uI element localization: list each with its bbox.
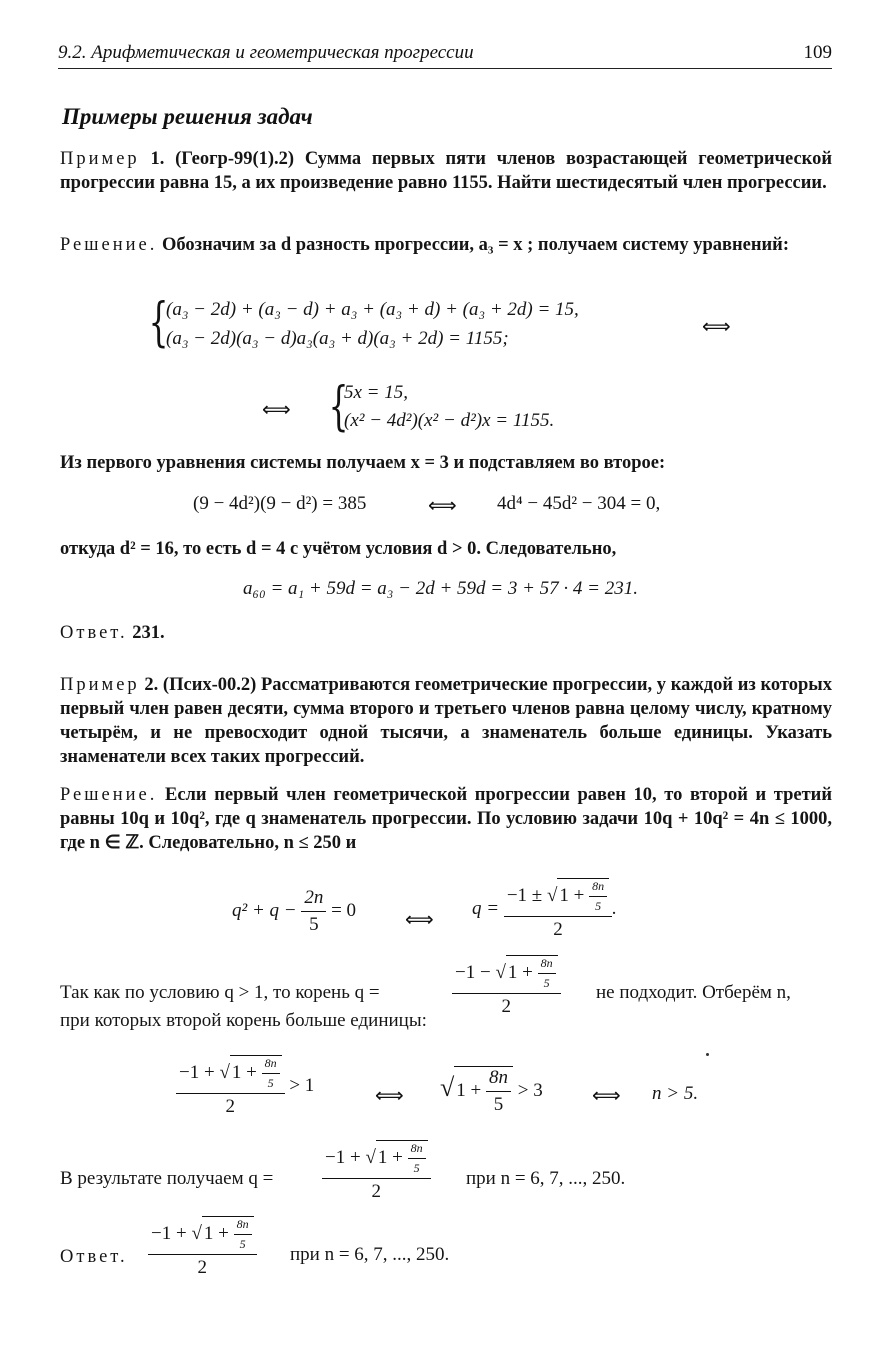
example1-text2: Из первого уравнения системы получаем x = 3 и подставляем во второе: bbox=[60, 453, 666, 473]
iff-arrow: ⟺ bbox=[702, 314, 731, 338]
root-num-prefix: −1 ± bbox=[506, 884, 543, 906]
n-greater-than-five: n > 5. bbox=[652, 1083, 699, 1104]
result-fraction bbox=[322, 1140, 431, 1203]
system2-brace: { bbox=[328, 377, 349, 437]
quadratic-equation bbox=[232, 887, 356, 936]
small-num: 8n bbox=[262, 1056, 280, 1074]
result-root bbox=[322, 1140, 431, 1203]
stray-dot bbox=[706, 1053, 709, 1056]
section-title: Примеры решения задач bbox=[62, 104, 313, 129]
small-fraction bbox=[589, 879, 607, 914]
example1-solution-label: Решение. bbox=[60, 235, 158, 255]
example1-label: Пример bbox=[60, 149, 140, 169]
positive-root-fraction bbox=[176, 1055, 285, 1118]
answer-root bbox=[148, 1216, 257, 1279]
big-fraction bbox=[486, 1067, 511, 1116]
small-num: 8n bbox=[589, 879, 607, 897]
small-fraction bbox=[234, 1217, 252, 1252]
system1-brace: { bbox=[148, 293, 169, 353]
big-sqrt-content: 1 + bbox=[456, 1079, 482, 1101]
small-fraction bbox=[538, 956, 556, 991]
iff-arrow: ⟺ bbox=[375, 1083, 404, 1107]
root-numerator bbox=[504, 878, 612, 917]
chapter-title: 9.2. Арифметическая и геометрическая прогрессии bbox=[58, 42, 474, 63]
sqrt: √ 1 + $\frac{8n}{5}$ bbox=[495, 955, 557, 991]
sqrt-content: 1 + bbox=[231, 1061, 257, 1083]
big-sqrt-inequality bbox=[440, 1066, 543, 1116]
sqrt: √ 1 + $\frac{8n}{5}$ bbox=[191, 1216, 253, 1252]
small-den: 5 bbox=[595, 899, 602, 913]
root-q-equals: q = bbox=[472, 897, 500, 919]
example1-answer bbox=[60, 621, 832, 645]
quadratic-tail: = 0 bbox=[331, 899, 357, 921]
negative-root-fraction bbox=[452, 955, 561, 1018]
answer-range: при n = 6, 7, ..., 250. bbox=[290, 1244, 450, 1265]
quadratic-left: q² + q − bbox=[232, 899, 297, 921]
big-sqrt-body bbox=[454, 1066, 513, 1116]
greater-than-three: > 3 bbox=[517, 1079, 543, 1101]
greater-than-one: > 1 bbox=[289, 1074, 315, 1096]
example2-problem bbox=[60, 673, 832, 769]
result-prefix: −1 + bbox=[325, 1146, 361, 1168]
answer-denominator: 2 bbox=[197, 1257, 208, 1278]
answer-prefix: −1 + bbox=[151, 1222, 187, 1244]
condition-text-a: Так как по условию q > 1, то корень q = bbox=[60, 982, 380, 1003]
positive-root-numerator bbox=[176, 1055, 285, 1094]
root-denominator: 2 bbox=[553, 919, 563, 940]
inequality-chain bbox=[176, 1055, 314, 1118]
example2-label: Пример bbox=[60, 675, 140, 695]
iff-arrow: ⟺ bbox=[405, 907, 434, 931]
positive-root-denominator: 2 bbox=[225, 1096, 236, 1117]
small-num: 8n bbox=[538, 956, 556, 974]
small-fraction bbox=[262, 1056, 280, 1091]
running-header bbox=[58, 40, 832, 69]
equation-substitution: (9 − 4d²)(9 − d²) = 385 bbox=[193, 493, 367, 514]
equation-a60: a₆₀ = a₁ + 59d = a₃ − 2d + 59d = 3 + 57 · 4 = 231. bbox=[243, 578, 638, 599]
page-number: 109 bbox=[803, 42, 832, 63]
example1-solution bbox=[60, 233, 832, 257]
small-num: 8n bbox=[234, 1217, 252, 1235]
example2-solution-label: Решение. bbox=[60, 785, 158, 805]
sqrt: √ 1 + $\frac{8n}{5}$ bbox=[219, 1055, 281, 1091]
system1-line1: (a₃ − 2d) + (a₃ − d) + a₃ + (a₃ + d) + (a₃ + 2d) = 15, bbox=[166, 299, 579, 320]
result-text: В результате получаем q = bbox=[60, 1168, 274, 1189]
small-den: 5 bbox=[239, 1237, 246, 1251]
answer-fraction bbox=[148, 1216, 257, 1279]
pos-prefix: −1 + bbox=[179, 1061, 215, 1083]
negative-root-denominator: 2 bbox=[501, 996, 512, 1017]
sqrt-content: 1 + bbox=[203, 1222, 229, 1244]
root-fraction bbox=[504, 878, 612, 941]
iff-arrow: ⟺ bbox=[428, 493, 457, 517]
small-fraction bbox=[408, 1141, 426, 1176]
sqrt-content: 1 + bbox=[377, 1146, 403, 1168]
fraction-numerator: 2n bbox=[301, 887, 326, 912]
example2-answer-label-wrap bbox=[60, 1245, 128, 1269]
example2-answer-label: Ответ. bbox=[60, 1247, 128, 1267]
condition-text-c: при которых второй корень больше единицы: bbox=[60, 1010, 427, 1031]
sqrt-content: 1 + bbox=[559, 884, 585, 906]
small-den: 5 bbox=[267, 1076, 274, 1090]
result-denominator: 2 bbox=[371, 1181, 382, 1202]
fraction-denominator: 5 bbox=[309, 914, 319, 935]
small-den: 5 bbox=[543, 976, 550, 990]
condition-text-b: не подходит. Отберём n, bbox=[596, 982, 791, 1003]
negative-root bbox=[452, 955, 561, 1018]
big-frac-num: 8n bbox=[486, 1067, 511, 1092]
example1-answer-value: 231. bbox=[132, 623, 165, 643]
fraction-2n-5 bbox=[301, 887, 326, 936]
example1-answer-label: Ответ. bbox=[60, 623, 128, 643]
sqrt: √ 1 + $\frac{8n}{5}$ bbox=[547, 878, 609, 914]
big-sqrt: √ bbox=[440, 1072, 455, 1102]
example1-text3: откуда d² = 16, то есть d = 4 с учётом условия d > 0. Следовательно, bbox=[60, 539, 617, 559]
iff-arrow: ⟺ bbox=[262, 397, 291, 421]
sqrt: √ 1 + $\frac{8n}{5}$ bbox=[365, 1140, 427, 1176]
result-range: при n = 6, 7, ..., 250. bbox=[466, 1168, 626, 1189]
example1-solution-intro: Обозначим за d разность прогрессии, a₃ = x ; получаем систему уравнений: bbox=[161, 235, 789, 255]
root-formula: q = −1 ± √ 1 + $\frac{8n}{5}$ 2 . bbox=[472, 879, 617, 940]
result-numerator bbox=[322, 1140, 431, 1179]
example2-solution bbox=[60, 783, 832, 855]
answer-numerator bbox=[148, 1216, 257, 1255]
example1-problem-text: 1. (Геогр-99(1).2) Сумма первых пяти членов возрастающей геометрической прогрессии равна 15, а их произведение равно 1155. Найти шестидесятый член прогрессии. bbox=[60, 149, 832, 193]
iff-arrow: ⟺ bbox=[592, 1083, 621, 1107]
big-frac-den: 5 bbox=[493, 1094, 504, 1115]
negative-root-numerator bbox=[452, 955, 561, 994]
system2-line1: 5x = 15, bbox=[344, 382, 409, 403]
neg-prefix: −1 − bbox=[455, 961, 491, 983]
small-den: 5 bbox=[413, 1161, 420, 1175]
sqrt-content: 1 + bbox=[507, 961, 533, 983]
example1-problem bbox=[60, 147, 832, 195]
example2-problem-text: 2. (Псих-00.2) Рассматриваются геометрические прогрессии, у каждой из которых первый член равен десяти, сумма второго и третьего членов равна целому числу, кратному четырём, и не превосходит одной тысячи, а знаменатель больше единицы. Указать знаменатели всех таких прогрессий. bbox=[60, 675, 833, 767]
system2-line2: (x² − 4d²)(x² − d²)x = 1155. bbox=[344, 410, 555, 431]
example2-solution-text: Если первый член геометрической прогрессии равен 10, то второй и третий равны 10q и 10q², где q знаменатель прогрессии. По условию задачи 10q + 10q² = 4n ≤ 1000, где n ∈ ℤ. Следовательно, n ≤ 250 и bbox=[60, 785, 833, 853]
small-num: 8n bbox=[408, 1141, 426, 1159]
equation-quartic: 4d⁴ − 45d² − 304 = 0, bbox=[497, 493, 661, 514]
system1-line2: (a₃ − 2d)(a₃ − d)a₃(a₃ + d)(a₃ + 2d) = 1155; bbox=[166, 328, 509, 349]
